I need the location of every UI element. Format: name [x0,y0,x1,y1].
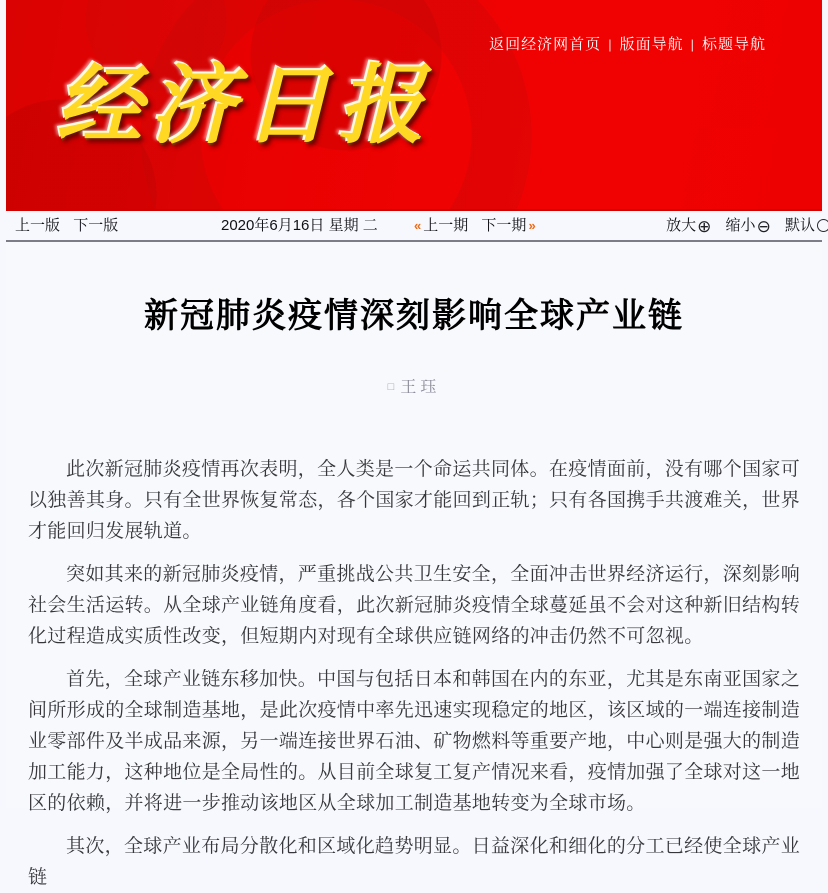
zoom-default-icon[interactable] [817,219,828,232]
prev-page-link[interactable]: 上一版 [15,217,61,234]
zoom-out-icon[interactable]: ⊖ [756,217,771,236]
article-body [28,454,800,893]
link-separator: | [608,37,613,52]
link-separator: | [690,37,695,52]
article-paragraph: 首先，全球产业链东移加快。中国与包括日本和韩国在内的东亚，尤其是东南亚国家之间所形成的全球制造基地，是此次疫情中率先迅速实现稳定的地区，该区域的一端连接制造业零部件及半成品来源，另一端连接世界石油、矿物燃料等重要产地，中心则是强大的制造加工能力，这种地位是全局性的。从目前全球复工复产情况来看，疫情加强了全球对这一地区的依赖，并将进一步推动该地区从全球加工制造基地转变为全球市场。 [28,669,801,814]
next-issue-link[interactable]: 下一期 [481,217,527,234]
prev-issue-arrow-icon[interactable]: « [414,218,422,233]
link-title-navigation[interactable]: 标题导航 [701,36,766,53]
article-title: 新冠肺炎疫情深刻影响全球产业链 [144,297,684,335]
article-paragraph: 此次新冠肺炎疫情再次表明，全人类是一个命运共同体。在疫情面前，没有哪个国家可以独善其身。只有全世界恢复常态，各个国家才能回到正轨；只有各国携手共渡难关，世界才能回归发展轨道。 [28,459,801,542]
article-area [6,288,822,893]
font-size-controls [656,211,828,241]
article-paragraph: 突如其来的新冠肺炎疫情，严重挑战公共卫生安全，全面冲击世界经济运行，深刻影响社会生活运转。从全球产业链角度看，此次新冠肺炎疫情全球蔓延虽不会对这种新旧结构转化过程造成实质性改变，但短期内对现有全球供应链网络的冲击仍然不可忽视。 [28,564,801,647]
newspaper-page [6,0,822,888]
next-page-link[interactable]: 下一版 [73,217,119,234]
article-author-line [28,374,800,397]
link-return-home[interactable]: 返回经济网首页 [489,36,602,53]
zoom-out-button[interactable]: 缩小 [725,217,756,234]
toolbar [6,211,822,242]
zoom-in-button[interactable]: 放大 [666,217,697,234]
next-issue-arrow-icon[interactable]: » [528,218,536,233]
zoom-in-icon[interactable]: ⊕ [697,217,712,236]
prev-issue-link[interactable]: 上一期 [423,217,469,234]
author-name: 王珏 [400,379,441,396]
article-paragraph: 其次，全球产业布局分散化和区域化趋势明显。日益深化和细化的分工已经使全球产业链 [28,836,800,888]
newspaper-logo: 经济日报 [56,55,432,156]
issue-date: 2020年6月16日 星期 二 [221,217,378,234]
zoom-default-button[interactable]: 默认 [784,217,815,234]
author-marker-icon: □ [387,381,395,393]
page-nav-group [15,211,118,241]
issue-nav-group [412,211,538,241]
link-page-navigation[interactable]: 版面导航 [619,36,684,53]
masthead-banner [6,0,822,211]
header-links [489,33,766,54]
